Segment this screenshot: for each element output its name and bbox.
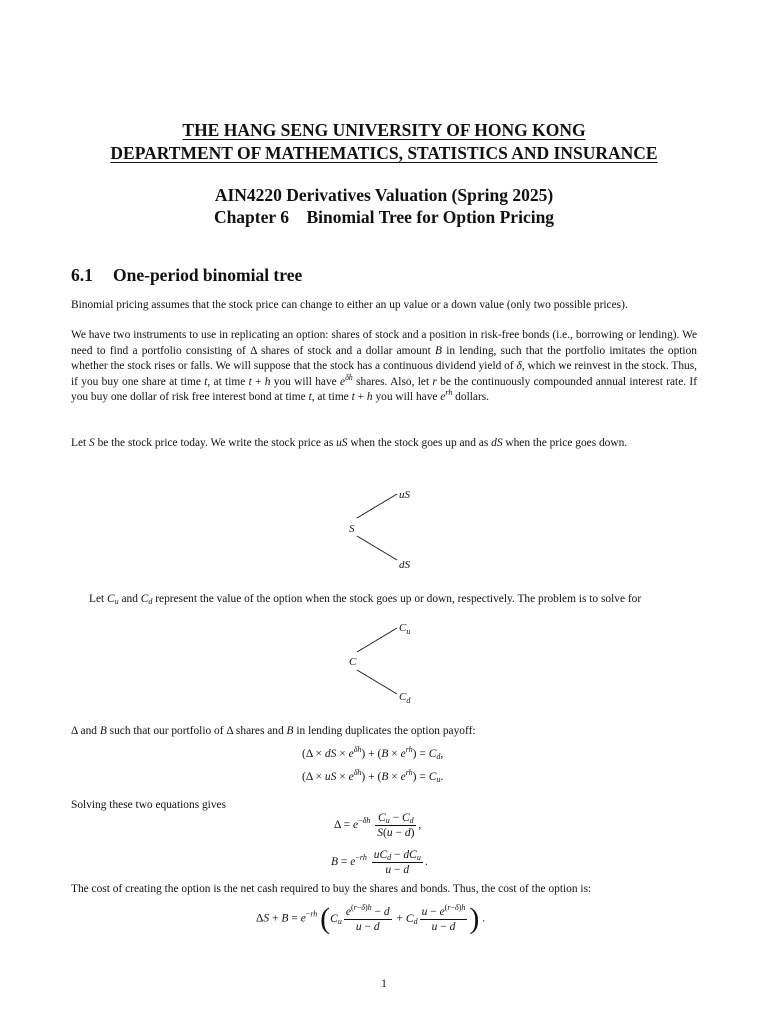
tree1-down-branch [357,536,397,560]
equation-delta: $\Delta = e^{-\delta h}$ $\frac{C_u - C_d}{S(u - d)}$ , [334,812,422,839]
tree1-down-label: dS [399,559,410,571]
stock-price-tree [340,482,430,572]
university-title: THE HANG SENG UNIVERSITY OF HONG KONG [182,120,586,140]
option-value-tree [340,618,430,710]
equation-bond: $B = e^{-rh}$ $\frac{uC_d - dC_u}{u - d}$ . [331,849,428,876]
tree2-root-label: C [349,656,357,668]
tree2-down-branch [357,670,397,694]
section-number: 6.1 [71,265,93,285]
equation-down-state: (Δ × dS × $e^{\delta h}) + (B \times e^{rh}) = C_d$, [302,745,444,761]
paragraph-binomial-intro: Binomial pricing assumes that the stock price can change to either an up value or a down value (only two possible prices). [71,299,628,311]
page-number: 1 [381,978,387,990]
tree1-up-label: uS [399,489,410,501]
section-title: One-period binomial tree [113,265,303,285]
tree1-up-branch [357,494,397,518]
tree2-up-branch [357,628,397,652]
chapter-title: Chapter 6 Binomial Tree for Option Pricing [213,207,555,227]
department-title: DEPARTMENT OF MATHEMATICS, STATISTICS AND INSURANCE [110,143,658,163]
section-heading [71,265,302,286]
tree2-down-label: $C_d$ [399,691,411,705]
tree1-root-label: S [349,523,355,535]
paragraph-option-values: Let $C_u$ and $C_d$ represent the value of the option when the stock goes up or down, respectively. The problem is to solve for [89,593,642,606]
course-title: AIN4220 Derivatives Valuation (Spring 2025) [214,185,554,205]
equation-option-cost: $\Delta S + B = e^{-rh}$ ($C_u$ $\frac{e^{(r-\delta)h} - d}{u - d}$ + $C_d$ $\frac{u - e^{(r-\delta)h}}{u - d}$ ) . [256,902,486,935]
tree2-up-label: $C_u$ [399,622,411,636]
paragraph-stock-price: Let S be the stock price today. We write the stock price as uS when the stock goes up and as dS when the price goes down. [71,437,628,449]
paragraph-solving: Solving these two equations gives [71,799,227,811]
paragraph-option-cost: The cost of creating the option is the net cash required to buy the shares and bonds. Thus, the cost of the option is: [71,883,592,895]
equation-up-state: (Δ × uS × $e^{\delta h}) + (B \times e^{rh}) = C_u$. [302,768,444,784]
paragraph-duplicate-payoff: Δ and B such that our portfolio of Δ shares and B in lending duplicates the option payoff: [71,725,476,737]
paragraph-replication: We have two instruments to use in replicating an option: shares of stock and a position in risk-free bonds (i.e., borrowing or lending). We need to find a portfolio consisting of Δ shares of stock and a dollar amount B in lending, such that the portfolio imitates the option whether the stock rises or falls. We will suppose that the stock has a continuous dividend yield of δ, which we reinvest in the stock. Thus, if you buy one share at time t, at time t + h you will have $e^{\delta h}$ shares. Also, let r be the continuously compounded annual interest rate. If you buy one dollar of risk free interest bond at time t, at time t + h you will have $e^{rh}$ dollars. [71,329,698,404]
